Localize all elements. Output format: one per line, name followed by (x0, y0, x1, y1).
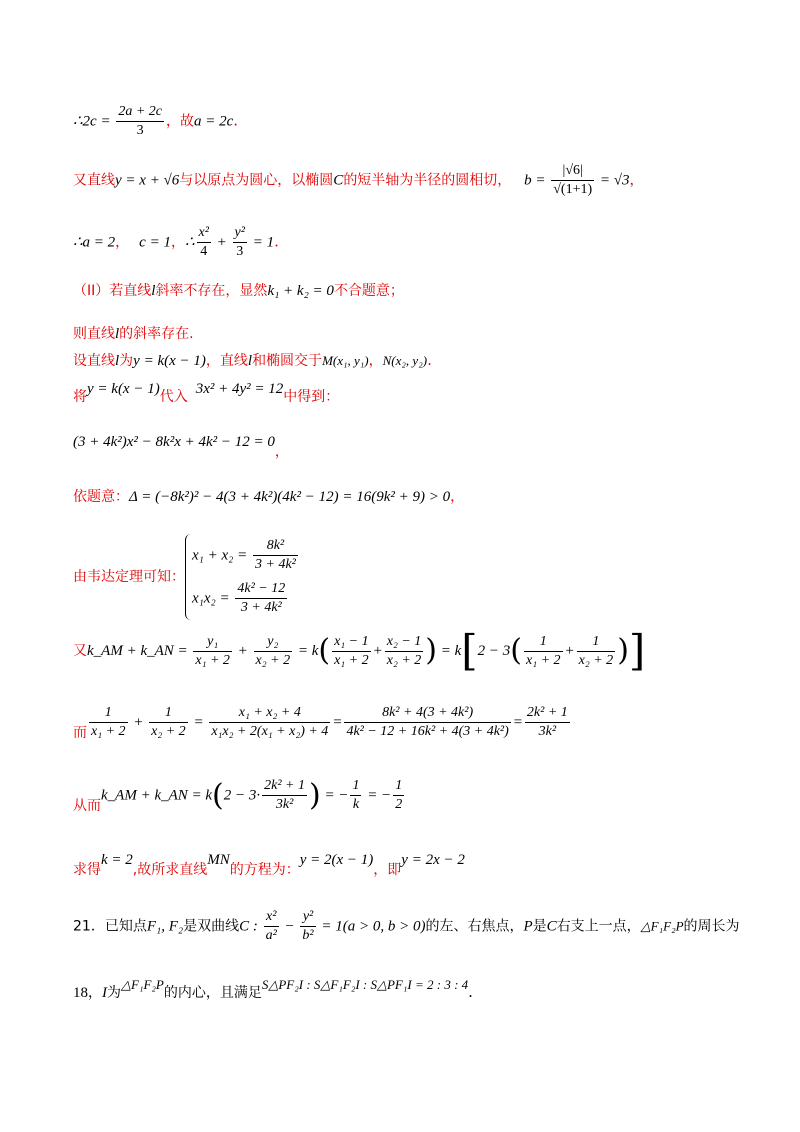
line-9: 依题意：Δ = (−8k²)² − 4(3 + 4k²)(4k² − 12) = 16(9k² + 9) > 0， (73, 489, 465, 505)
paren-left: ( (510, 633, 522, 668)
fraction: $\frac{\text{y₂}}{\text{x₂ + 2}}$ (255, 633, 291, 668)
fraction: $\frac{2a + 2c}{3}$ (118, 104, 162, 138)
paren-right: ) (309, 777, 321, 813)
fraction: $\frac{\text{x²}}{4}$ (198, 225, 209, 259)
fraction: $\frac{1}{2}$ (395, 778, 403, 812)
fraction: $\frac{1}{\text{x₁ + 2}}$ (91, 705, 126, 739)
line-6: 设直线l为y = k(x − 1)，直线l和椭圆交于M(x₁, y₁)，N(x₂, y₂). (73, 351, 432, 369)
line-7: 将y = k(x − 1)代入 3x² + 4y² = 12中得到： (73, 381, 340, 405)
fraction: $\frac{\text{8k²}}{\text{3 + 4k²}}$ (255, 538, 296, 572)
paren-right: ) (617, 633, 629, 668)
paren-left: ( (318, 633, 331, 668)
line-13: 从而k_AM + k_AN = k(2 − 3· $\frac{\text{2k² + 1}}{\text{3k²}}$ ) = − $\frac{1}{k}$ = − $\frac{1}{2}$ (73, 777, 403, 814)
fraction: $\frac{\text{2k² + 1}}{\text{3k²}}$ (264, 778, 305, 812)
fraction: $\frac{1}{\text{x₂ + 2}}$ (578, 633, 614, 668)
fraction: $\frac{\text{x₂ − 1}}{\text{x₂ + 2}}$ (386, 633, 422, 668)
bracket-left: [ (461, 626, 478, 675)
fraction: $\frac{\text{y₁}}{\text{x₁ + 2}}$ (195, 633, 230, 668)
line-5: 则直线l的斜率存在. (73, 326, 194, 342)
line-10: 由韦达定理可知： x₁ + x₂ = $\frac{\text{8k²}}{\text{3 + 4k²}}$ x₁x₂ = $\frac{\text{4k² − 12}}{\text{3 + 4k²}}$ (73, 534, 300, 620)
fraction: $\frac{\text{x²}}{\text{a²}}$ (265, 909, 277, 943)
fraction: $\frac{\text{y²}}{\text{b²}}$ (302, 909, 314, 943)
line-4: （II）若直线l斜率不存在，显然k₁ + k₂ = 0不合题意； (73, 283, 404, 299)
fraction: $\frac{1}{\text{x₂ + 2}}$ (151, 705, 186, 739)
fraction: $\frac{1}{\text{x₁ + 2}}$ (526, 633, 561, 668)
fraction: $\frac{\text{x₁ + x₂ + 4}}{\text{x₁x₂ + 2(x₁ + x₂) + 4}}$ (211, 705, 329, 739)
paren-right: ) (425, 633, 437, 668)
line-3: ∴a = 2， c = 1，∴ $\frac{\text{x²}}{4}$ + $\frac{\text{y²}}{3}$ = 1. (73, 225, 279, 259)
fraction: $\frac{\text{x₁ − 1}}{\text{x₁ + 2}}$ (334, 633, 369, 668)
eq-2c-lhs: ∴2c = (73, 113, 115, 130)
line-1: ∴2c = $\frac{2a + 2c}{3}$ ，故a = 2c. (73, 104, 239, 138)
equation-system: x₁ + x₂ = $\frac{\text{8k²}}{\text{3 + 4k²}}$ x₁x₂ = $\frac{\text{4k² − 12}}{\text{3 + 4k²}}$ (185, 534, 300, 620)
fraction: $\frac{\text{4k² − 12}}{\text{3 + 4k²}}$ (237, 581, 286, 615)
line-11: 又k_AM + k_AN = $\frac{\text{y₁}}{\text{x₁ + 2}}$ + $\frac{\text{y₂}}{\text{x₂ + 2}}$ = k( $\frac{\text{x₁ − 1}}{\text{x₁ + 2}}$ + $\frac{\text{x₂ − 1}}{\text{x₂ + 2}}$ ) = k[2 − 3( $\frac{1}{\text{x₁ + 2}}$ + $\frac{1}{\text{x₂ + 2}}$ )] (73, 626, 646, 675)
fraction: $\frac{1}{k}$ (352, 778, 360, 812)
line-15: 21．已知点F₁, F₂是双曲线C : $\frac{\text{x²}}{\text{a²}}$ − $\frac{\text{y²}}{\text{b²}}$ = 1(a > 0, b > 0)的左、右焦点，P是C右支上一点，△F₁F₂P的周长为 (73, 909, 740, 943)
paren-left: ( (212, 777, 224, 813)
line-2: 又直线y = x + √6与以原点为圆心，以椭圆C的短半轴为半径的圆相切， b = $\frac{|√6|}{√(1+1)}$ = √3， (73, 163, 644, 197)
line-8: (3 + 4k²)x² − 8k²x + 4k² − 12 = 0， (73, 434, 289, 460)
line-16: 18，I为△F₁F₂P的内心，且满足S△PF₂I : S△F₁F₂I : S△PF₁I = 2 : 3 : 4. (73, 977, 473, 1001)
fraction: $\frac{\text{8k² + 4(3 + 4k²)}}{\text{4k² − 12 + 16k² + 4(3 + 4k²)}}$ (346, 705, 509, 739)
line-12: 而 $\frac{1}{\text{x₁ + 2}}$ + $\frac{1}{\text{x₂ + 2}}$ = $\frac{\text{x₁ + x₂ + 4}}{\text{x₁x₂ + 2(x₁ + x₂) + 4}}$ = $\frac{\text{8k² + 4(3 + 4k²)}}{\text{4k² − 12 + 16k² + 4(3 + 4k²)}}$ = $\frac{\text{2k² + 1}}{\text{3k²}}$ (73, 705, 568, 741)
fraction: $\frac{|√6|}{√(1+1)}$ (553, 163, 593, 197)
fraction: $\frac{\text{y²}}{3}$ (234, 225, 245, 259)
line-14: 求得k = 2,故所求直线MN的方程为：y = 2(x − 1)，即y = 2x − 2 (73, 852, 465, 878)
bracket-right: ] (628, 626, 646, 675)
fraction: $\frac{\text{2k² + 1}}{\text{3k²}}$ (526, 705, 568, 739)
